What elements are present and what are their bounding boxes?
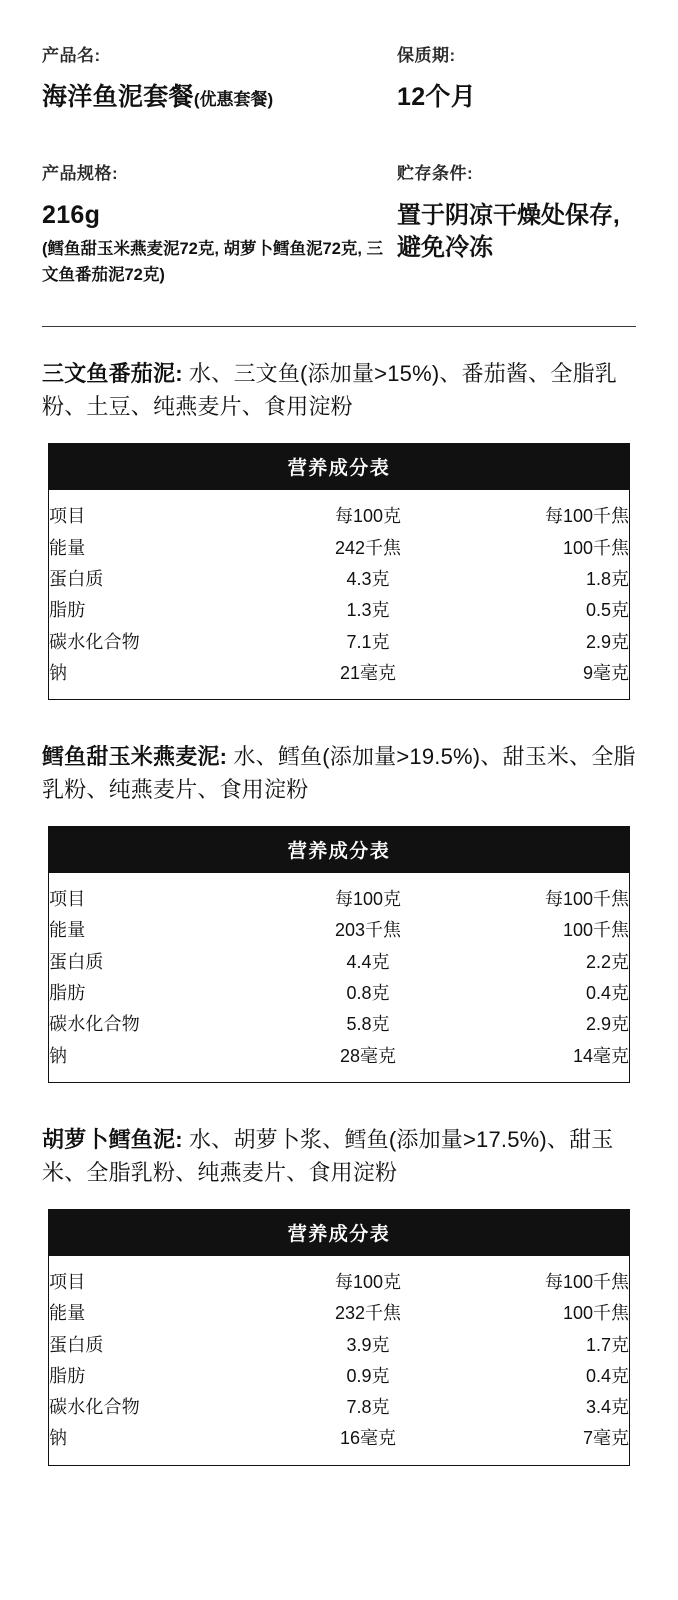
per-100g-header: 每100克: [334, 889, 402, 910]
nutrition-table: [48, 826, 630, 1083]
table-row: [49, 1298, 629, 1329]
nutrient-per100g: 28毫克: [339, 1045, 397, 1066]
nutrient-name: 能量: [49, 537, 86, 558]
nutrient-name: 脂肪: [49, 983, 86, 1004]
ingredients-line: [42, 740, 636, 806]
table-row: [49, 626, 629, 657]
nutrient-name: 钠: [49, 662, 68, 683]
nutrient-per100g: 16毫克: [339, 1428, 397, 1449]
table-row: [49, 490, 629, 532]
variant-name: 鳕鱼甜玉米燕麦泥:: [42, 744, 228, 770]
nutrient-header: 项目: [49, 889, 86, 910]
table-row: [49, 873, 629, 915]
nutrient-per100kj: 1.8克: [585, 569, 629, 589]
storage-block: [397, 164, 636, 293]
nutrient-per100g: 7.1克: [346, 631, 390, 652]
storage-value: 置于阴凉干燥处保存, 避免冷冻: [397, 202, 620, 261]
table-row: [49, 564, 629, 595]
ingredients-text: 水、三文鱼(添加量>15%)、番茄酱、全脂乳粉、土豆、纯燕麦片、食用淀粉: [42, 361, 617, 420]
nutrient-per100g: 3.9克: [346, 1334, 390, 1355]
nutrient-per100kj: 2.9克: [585, 1014, 629, 1035]
nutrition-facts: [49, 490, 629, 699]
table-row: [49, 946, 629, 977]
nutrient-per100g: 21毫克: [339, 662, 397, 683]
ingredients-line: [42, 1123, 636, 1189]
table-row: [49, 595, 629, 626]
product-section: [42, 357, 636, 700]
grid-row-spacer-left: [42, 118, 397, 164]
nutrient-per100g: 203千焦: [334, 920, 402, 941]
nutrient-per100g: 232千焦: [334, 1303, 402, 1324]
product-name-value: [42, 82, 397, 113]
nutrient-per100g: 7.8克: [346, 1397, 390, 1418]
variant-name: 胡萝卜鳕鱼泥:: [42, 1126, 183, 1152]
variant-name: 三文鱼番茄泥:: [42, 361, 183, 387]
table-row: [49, 1423, 629, 1465]
nutrient-per100kj: 100千焦: [562, 537, 629, 558]
nutrition-table-title: 营养成分表: [49, 444, 629, 490]
nutrient-per100kj: 100千焦: [562, 1303, 629, 1324]
nutrient-name: 脂肪: [49, 1365, 86, 1386]
table-row: [49, 1392, 629, 1423]
nutrient-name: 碳水化合物: [49, 631, 140, 652]
specification-grid: [42, 46, 636, 292]
nutrient-per100g: 0.8克: [346, 983, 390, 1004]
nutrient-per100kj: 7毫克: [582, 1428, 629, 1449]
nutrient-per100g: 242千焦: [334, 537, 402, 558]
ingredients-text: 水、胡萝卜浆、鳕鱼(添加量>17.5%)、甜玉米、全脂乳粉、纯燕麦片、食用淀粉: [42, 1126, 614, 1185]
nutrition-table: [48, 443, 630, 700]
nutrient-name: 蛋白质: [49, 569, 104, 589]
product-spec-value: 216g: [42, 201, 101, 230]
nutrient-name: 脂肪: [49, 600, 86, 621]
nutrient-per100kj: 3.4克: [585, 1397, 629, 1418]
nutrient-per100kj: 2.2克: [585, 951, 629, 972]
table-row: [49, 915, 629, 946]
per-100kj-header: 每100千焦: [544, 506, 629, 527]
nutrient-name: 碳水化合物: [49, 1397, 140, 1418]
table-row: [49, 657, 629, 699]
product-section: [42, 1123, 636, 1466]
nutrient-per100kj: 2.9克: [585, 631, 629, 652]
nutrient-header: 项目: [49, 506, 86, 527]
per-100kj-header: 每100千焦: [544, 889, 629, 910]
product-name-suffix: (优惠套餐): [193, 90, 274, 110]
nutrient-per100g: 4.4克: [346, 951, 390, 972]
table-row: [49, 1360, 629, 1391]
product-section: [42, 740, 636, 1083]
product-spec-detail: (鳕鱼甜玉米燕麦泥72克, 胡萝卜鳕鱼泥72克, 三文鱼番茄泥72克): [42, 240, 384, 284]
nutrition-table-title: 营养成分表: [49, 1210, 629, 1256]
nutrition-facts: [49, 1256, 629, 1465]
table-row: [49, 532, 629, 563]
table-row: [49, 978, 629, 1009]
nutrient-name: 能量: [49, 920, 86, 941]
table-row: [49, 1040, 629, 1082]
grid-row-spacer-right: [397, 118, 636, 164]
shelf-life-value: 12个月: [397, 83, 477, 112]
nutrient-name: 蛋白质: [49, 1334, 104, 1355]
table-row: [49, 1329, 629, 1360]
per-100kj-header: 每100千焦: [544, 1271, 629, 1292]
nutrient-per100g: 5.8克: [346, 1014, 390, 1035]
nutrient-per100kj: 0.4克: [585, 1365, 629, 1386]
product-spec-block: [42, 164, 397, 293]
product-name-label: 产品名:: [42, 46, 101, 65]
section-divider: [42, 326, 636, 327]
nutrient-per100kj: 9毫克: [582, 662, 629, 683]
nutrient-per100g: 1.3克: [346, 600, 390, 621]
product-spec-label: 产品规格:: [42, 163, 119, 183]
ingredients-line: [42, 357, 636, 423]
nutrient-header: 项目: [49, 1271, 86, 1292]
per-100g-header: 每100克: [334, 1271, 402, 1292]
nutrient-per100kj: 100千焦: [562, 920, 629, 941]
nutrient-per100kj: 1.7克: [585, 1334, 629, 1355]
ingredients-text: 水、鳕鱼(添加量>19.5%)、甜玉米、全脂乳粉、纯燕麦片、食用淀粉: [42, 744, 636, 803]
nutrition-table-title: 营养成分表: [49, 827, 629, 873]
table-row: [49, 1009, 629, 1040]
nutrient-per100g: 4.3克: [346, 569, 390, 589]
storage-label: 贮存条件:: [397, 163, 474, 183]
nutrient-name: 碳水化合物: [49, 1014, 140, 1035]
table-row: [49, 1256, 629, 1298]
nutrient-name: 钠: [49, 1428, 68, 1449]
product-name-block: [42, 46, 397, 118]
per-100g-header: 每100克: [334, 506, 402, 527]
nutrient-per100g: 0.9克: [346, 1365, 390, 1386]
nutrition-table: [48, 1209, 630, 1466]
nutrient-per100kj: 0.4克: [585, 983, 629, 1004]
shelf-life-label: 保质期:: [397, 46, 456, 65]
nutrient-per100kj: 14毫克: [572, 1045, 629, 1066]
nutrient-name: 钠: [49, 1045, 68, 1066]
nutrition-facts: [49, 873, 629, 1082]
shelf-life-block: [397, 46, 636, 118]
product-name-main: 海洋鱼泥套餐: [42, 83, 194, 112]
nutrient-name: 能量: [49, 1303, 86, 1324]
nutrient-per100kj: 0.5克: [585, 600, 629, 621]
nutrient-name: 蛋白质: [49, 951, 104, 972]
